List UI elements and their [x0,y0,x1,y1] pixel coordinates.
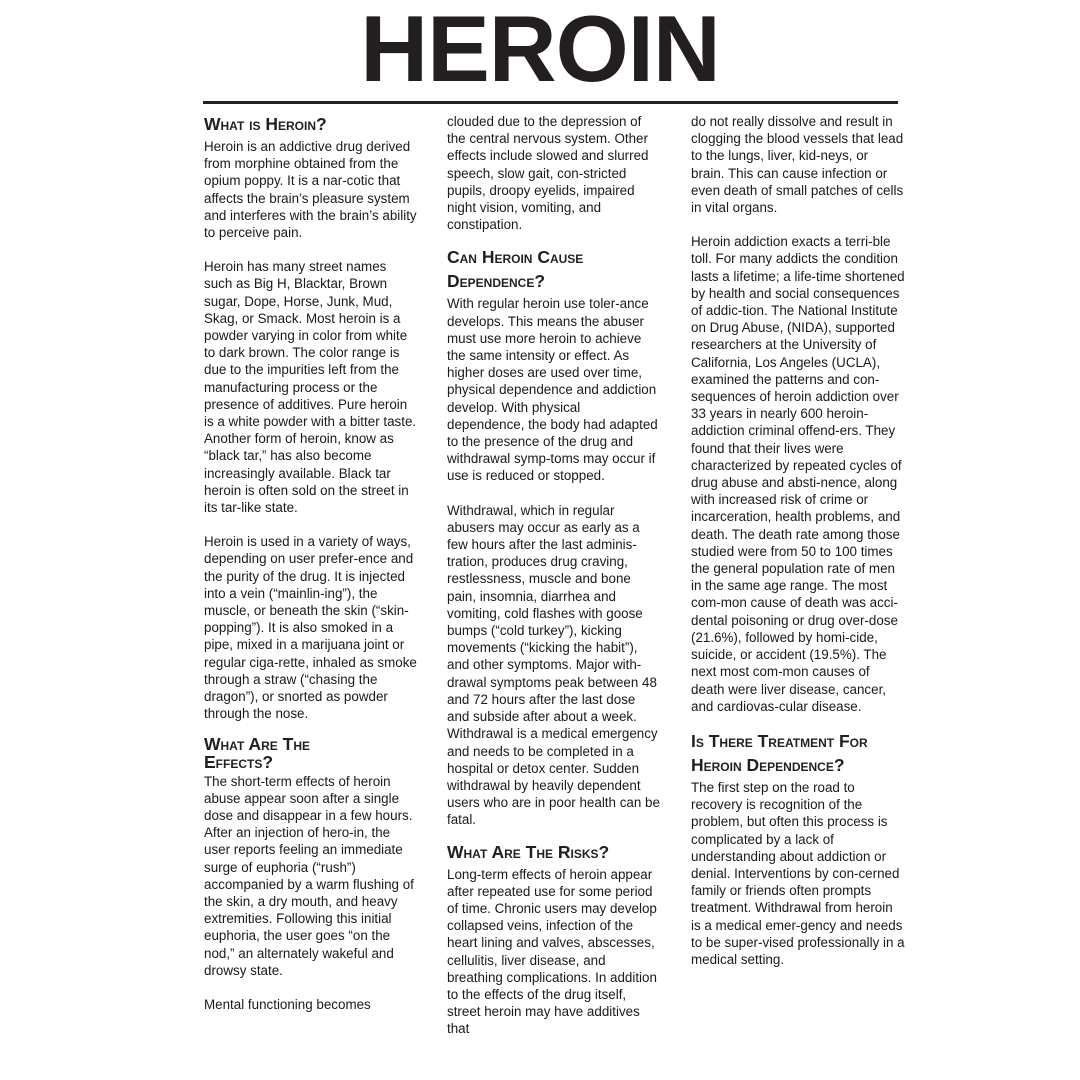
paragraph: With regular heroin use toler-ance develops. This means the abuser must use more heroin to achieve the same intensity or effect. As higher doses are used over time, physical dependence and addiction develop. With physical dependence, the body had adapted to the presence of the drug and withdrawal symp-toms may occur if use is reduced or stopped. [447,296,658,484]
section-heading: What Are The Effects? [204,733,311,772]
paragraph: clouded due to the depression of the central nervous system. Other effects include slowed and slurred speech, slow gait, con-stricted pupils, droopy eyelids, impaired night vision, vomiting, and constipation. [447,114,649,233]
column-1 [204,113,418,1013]
paragraph: The short-term effects of heroin abuse appear soon after a single dose and disappear in a few hours. After an injection of hero-in, the user reports feeling an immediate surge of euphoria (“rush”) accompanied by a warm flushing of the skin, a dry mouth, and heavy extremities. Following this initial euphoria, the user goes “on the nod,” an alternately wakeful and drowsy state. [204,773,414,978]
paragraph: Heroin is used in a variety of ways, depending on user prefer-ence and the purity of the drug. It is injected into a vein (“mainlin-ing”), the muscle, or beneath the skin (“skin-popping”). It is also smoked in a pipe, mixed in a marijuana joint or regular ciga-rette, inhaled as smoke through a straw (“chasing the dragon”), or snorted as powder through the nose. [204,534,417,722]
section-heading: What is Heroin? [204,114,327,134]
section-heading: Can Heroin Cause Dependence? [447,247,584,292]
paragraph: Long-term effects of heroin appear after repeated use for some period of time. Chronic users may develop collapsed veins, infection of the heart lining and valves, abscesses, cellulitis, liver disease, and breathing complications. In addition to the effects of the drug itself, street heroin may have additives that [447,866,657,1037]
paragraph: Heroin addiction exacts a terri-ble toll. For many addicts the condition lasts a lifetime; a life-time shortened by health and social consequences of addic-tion. The National Institute on Drug Abuse, (NIDA), supported researchers at the University of California, Los Angeles (UCLA), examined the patterns and con-sequences of heroin addiction over 33 years in nearly 600 heroin-addiction criminal offend-ers. They found that their lives were characterized by repeated cycles of drug abuse and absti-nence, along with increased risk of crime or incarceration, health problems, and death. The death rate among those studied were from 50 to 100 times the general population rate of men in the same age range. The most com-mon cause of death was acci-dental poisoning or drug over-dose (21.6%), followed by homi-cide, suicide, or accident (19.5%). The next most com-mon causes of death were liver disease, cancer, and cardiovas-cular disease. [691,234,905,714]
paragraph: Mental functioning becomes [204,996,371,1012]
paragraph: The first step on the road to recovery is recognition of the problem, but often this process is complicated by a lack of understanding about addiction or denial. Interventions by con-cerned family or friends often prompts treatment. Withdrawal from heroin is a medical emer-gency and needs to be super-vised professionally in a medical setting. [691,779,905,967]
section-heading: Is There Treatment For Heroin Dependence? [691,730,868,775]
column-3 [691,113,905,968]
column-2 [447,113,661,1038]
paragraph: Withdrawal, which in regular abusers may occur as early as a few hours after the last adminis-tration, produces drug craving, restlessness, muscle and bone pain, insomnia, diarrhea and vomiting, cold flashes with goose bumps (“cold turkey”), kicking movements (“kicking the habit”), and other symptoms. Major with-drawal symptoms peak between 48 and 72 hours after the last dose and subside after about a week. Withdrawal is a medical emergency and needs to be completed in a hospital or detox center. Sudden withdrawal by heavily dependent users who are in poor health can be fatal. [447,502,660,828]
section-heading: What Are The Risks? [447,841,610,862]
page-title: HEROIN [360,0,720,101]
paragraph: do not really dissolve and result in clogging the blood vessels that lead to the lungs, liver, kid-neys, or brain. This can cause infection or even death of small patches of cells in vital organs. [691,114,904,216]
paragraph: Heroin has many street names such as Big H, Blacktar, Brown sugar, Dope, Horse, Junk, Mud, Skag, or Smack. Most heroin is a powder varying in color from white to dark brown. The color range is due to the impurities left from the manufacturing process or the presence of additives. Pure heroin is a white powder with a bitter taste. Another form of heroin, know as “black tar,” has also become increasingly available. Black tar heroin is often sold on the street in its tar-like state. [204,259,417,516]
title-divider [203,101,898,104]
paragraph: Heroin is an addictive drug derived from morphine obtained from the opium poppy. It is a nar-cotic that affects the brain’s pleasure system and interferes with the brain’s ability to perceive pain. [204,139,417,241]
